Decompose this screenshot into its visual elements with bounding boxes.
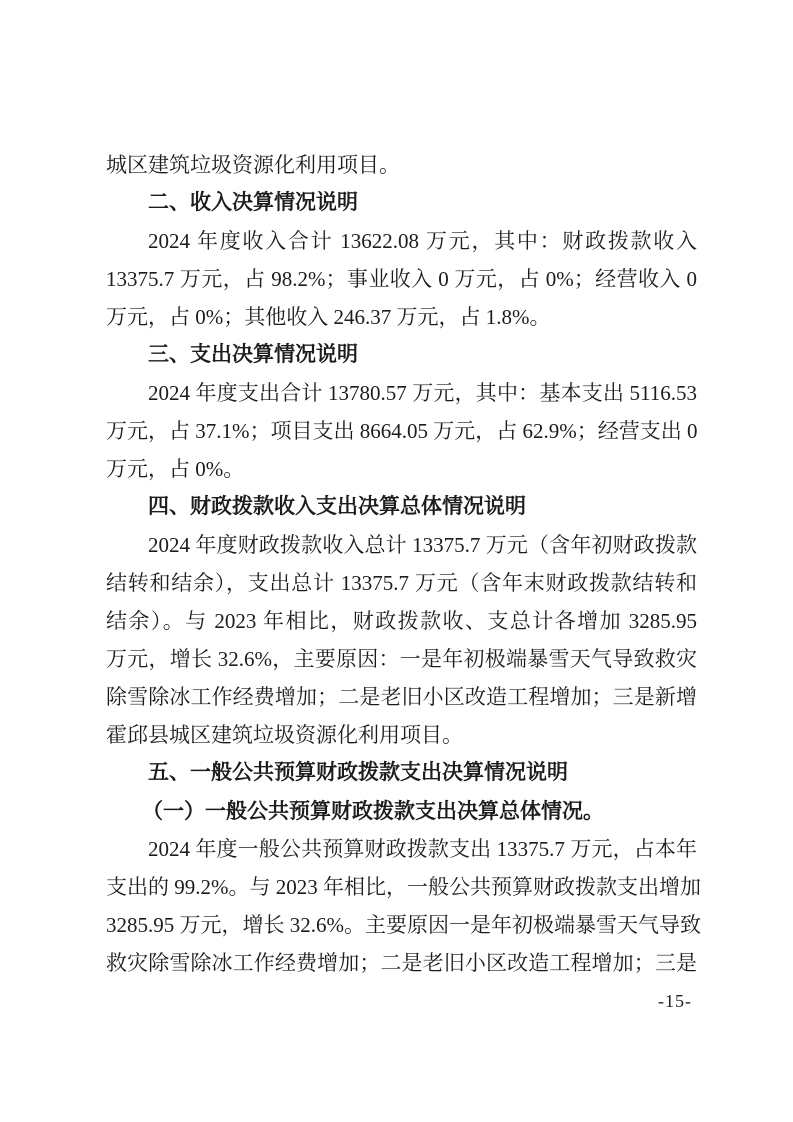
paragraph-line: 2024 年度支出合计 13780.57 万元，其中：基本支出 5116.53 bbox=[148, 381, 697, 405]
section-heading-income: 二、收入决算情况说明 bbox=[148, 191, 358, 214]
subsection-heading-overall: （一）一般公共预算财政拨款支出决算总体情况。 bbox=[142, 799, 604, 823]
section-heading-fiscal-total: 四、财政拨款收入支出决算总体情况说明 bbox=[148, 495, 526, 518]
paragraph-line: 除雪除冰工作经费增加；二是老旧小区改造工程增加；三是新增 bbox=[106, 685, 697, 709]
page-number: -15- bbox=[658, 991, 692, 1011]
paragraph-line: 霍邱县城区建筑垃圾资源化利用项目。 bbox=[106, 723, 463, 747]
paragraph-line: 支出的 99.2%。与 2023 年相比，一般公共预算财政拨款支出增加 bbox=[106, 875, 701, 899]
paragraph-line: 万元，占 37.1%；项目支出 8664.05 万元，占 62.9%；经营支出 0 bbox=[106, 419, 698, 443]
paragraph-line: 万元，增长 32.6%，主要原因：一是年初极端暴雪天气导致救灾 bbox=[106, 647, 697, 671]
paragraph-line: 2024 年度收入合计 13622.08 万元，其中：财政拨款收入 bbox=[148, 229, 697, 253]
paragraph-line: 万元，占 0%；其他收入 246.37 万元，占 1.8%。 bbox=[106, 305, 551, 329]
paragraph-line: 3285.95 万元，增长 32.6%。主要原因一是年初极端暴雪天气导致 bbox=[106, 913, 701, 937]
section-heading-expenditure: 三、支出决算情况说明 bbox=[148, 343, 358, 366]
paragraph-line: 救灾除雪除冰工作经费增加；二是老旧小区改造工程增加；三是 bbox=[106, 951, 697, 975]
paragraph-line: 2024 年度一般公共预算财政拨款支出 13375.7 万元，占本年 bbox=[148, 837, 697, 861]
paragraph-line: 万元，占 0%。 bbox=[106, 457, 245, 481]
paragraph-line: 结转和结余），支出总计 13375.7 万元（含年末财政拨款结转和 bbox=[106, 571, 697, 595]
paragraph-line: 2024 年度财政拨款收入总计 13375.7 万元（含年初财政拨款 bbox=[148, 533, 697, 557]
document-body bbox=[106, 146, 701, 982]
paragraph-line: 结余）。与 2023 年相比，财政拨款收、支总计各增加 3285.95 bbox=[106, 609, 697, 633]
paragraph-line: 城区建筑垃圾资源化利用项目。 bbox=[106, 153, 400, 177]
paragraph-line: 13375.7 万元，占 98.2%；事业收入 0 万元，占 0%；经营收入 0 bbox=[106, 267, 697, 291]
section-heading-general-budget: 五、一般公共预算财政拨款支出决算情况说明 bbox=[148, 761, 568, 784]
